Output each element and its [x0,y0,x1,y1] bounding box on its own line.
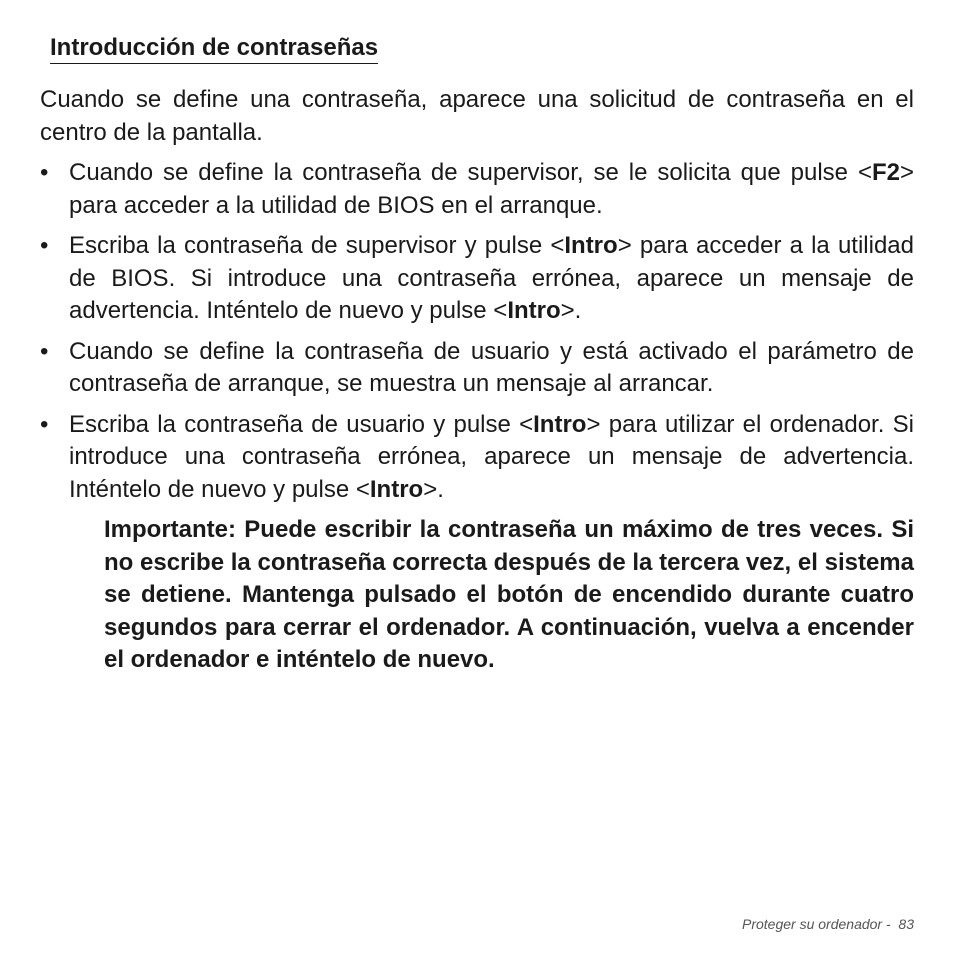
bullet-icon: • [40,337,49,365]
important-note: Importante: Puede escribir la contraseña un máximo de tres veces. Si no escribe la contraseña correcta después de la tercera vez, el sistema se detiene. Mantenga pulsado el botón de encendido durante cuatro segundos para cerrar el ordenador. A continuación, vuelva a encender el ordenador e inténtelo de nuevo. [104,516,914,673]
item-text: Cuando se define la contraseña de supervisor, se le solicita que pulse < [69,159,872,186]
bullet-icon: • [40,159,49,186]
section-heading: Introducción de contraseñas [50,33,378,64]
bullet-icon: • [40,232,49,259]
bullet-list [40,157,914,506]
key-name: F2 [871,159,900,186]
key-name: Intro [369,475,424,503]
list-item [40,230,914,328]
body-content [40,84,914,677]
item-text: > para acceder a la utilidad de BIOS. Si introduce una contraseña errónea, aparece un mensaje de advertencia. Inténtelo de nuevo y pulse < [69,232,914,324]
item-text: Cuando se define la contraseña de usuario y está activado el parámetro de contraseña de arranque, se muestra un mensaje al arrancar. [69,337,914,397]
list-item [40,336,914,401]
bullet-icon: • [40,410,49,438]
page-number: 83 [898,916,914,932]
item-text: > para acceder a la utilidad de BIOS en el arranque. [69,159,914,219]
item-text: Escriba la contraseña de supervisor y pulse < [69,232,565,259]
footer-section: Proteger su ordenador - [742,916,899,932]
list-item [40,157,914,222]
page-footer [742,916,914,932]
item-text: >. [560,297,582,324]
key-name: Intro [507,297,561,324]
item-text: > para utilizar el ordenador. Si introduce una contraseña errónea, aparece un mensaje de advertencia. Inténtelo de nuevo y pulse < [69,410,914,503]
intro-paragraph: Cuando se define una contraseña, aparece una solicitud de contraseña en el centro de la pantalla. [40,86,914,146]
key-name: Intro [533,410,587,438]
item-text: Escriba la contraseña de usuario y pulse < [69,410,534,438]
list-item [40,409,914,507]
item-text: >. [423,475,444,503]
key-name: Intro [564,232,618,259]
